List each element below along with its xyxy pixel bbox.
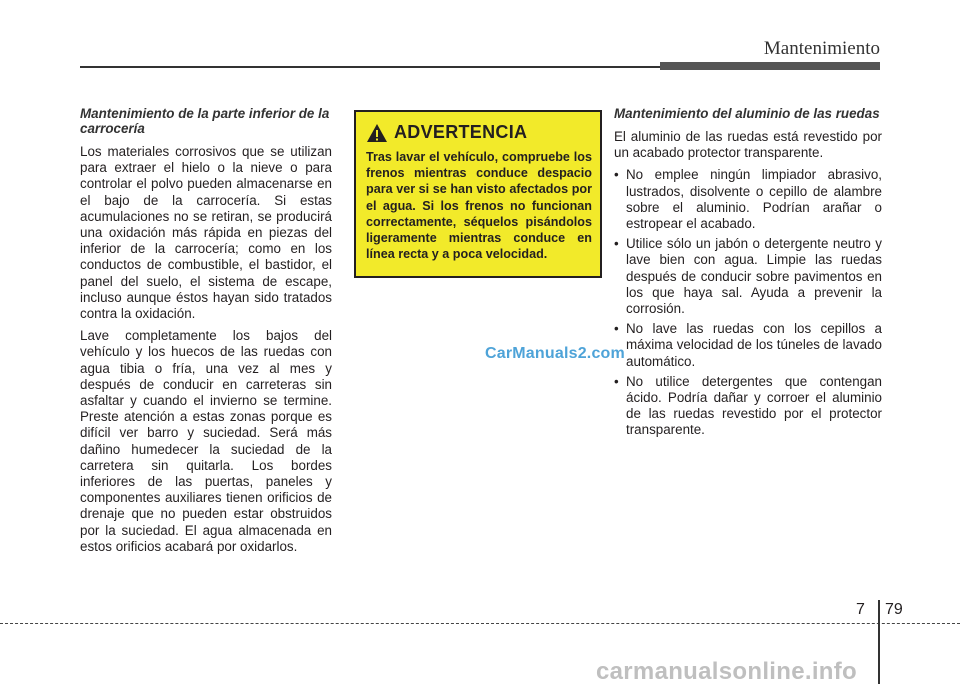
underbody-heading: Mantenimiento de la parte inferior de la carrocería xyxy=(80,106,330,136)
underbody-paragraph-1: Los materiales corrosivos que se utilizan para extraer el hielo o la nieve o para controlar el polvo pueden almacenarse en el bajo de la carrocería. Si estas acumulaciones no se retiran, se producirá una oxidación más rápida en piezas del inferior de la carrocería; como en los conductos de combustible, el bastidor, el panel del suelo, el sistema de escape, incluso aunque éstos hayan sido tratados contra la oxidación. xyxy=(80,144,332,322)
list-item-text: Utilice sólo un jabón o detergente neutro y lave bien con agua. Limpie las ruedas después de conducir sobre pavimentos en los que haya sal. Ayuda a prevenir la corrosión. xyxy=(626,236,882,317)
page-number: 79 xyxy=(885,601,903,618)
footer-divider xyxy=(878,600,880,684)
header-title: Mantenimiento xyxy=(763,38,880,59)
list-item xyxy=(614,167,882,232)
aluminum-wheels-heading: Mantenimiento del aluminio de las ruedas xyxy=(614,106,880,121)
bullet: • xyxy=(614,321,619,337)
list-item-text: No utilice detergentes que contengan ácido. Podría dañar y corroer el aluminio de las ruedas revestido por el protector transparente. xyxy=(626,373,882,438)
warning-title: ADVERTENCIA xyxy=(394,122,528,142)
footer-dashed-rule xyxy=(0,623,960,624)
left-column xyxy=(80,106,332,561)
watermark-carmanuals2: CarManuals2.com xyxy=(485,345,625,362)
warning-text: Tras lavar el vehículo, compruebe los frenos mientras conduce despacio para ver si se han visto afectados por el agua. Si los frenos no funcionan correctamente, séquelos pisándolos ligeramente mientras conduce en línea recta y a poca velocidad. xyxy=(366,150,592,262)
list-item xyxy=(614,236,882,317)
warning-header xyxy=(366,122,592,143)
underbody-paragraph-2: Lave completamente los bajos del vehículo y los huecos de las ruedas con agua tibia o fría, una vez al mes y después de conducir en carreteras sin asfaltar y cuando el invierno se termine. Preste atención a estas zonas porque es difícil ver barro y suciedad. Será más dañino humedecer la suciedad de la carretera sin quitarla. Los bordes inferiores de las puertas, paneles y componentes auxiliares tienen orificios de drenaje que no pueden estar obstruidos por la suciedad. El agua almacenada en estos orificios acabará por oxidarlos. xyxy=(80,328,332,554)
aluminum-wheels-list xyxy=(614,167,882,438)
warning-box xyxy=(354,110,602,278)
aluminum-wheels-intro: El aluminio de las ruedas está revestido por un acabado protector transparente. xyxy=(614,129,882,161)
list-item xyxy=(614,374,882,439)
right-column xyxy=(614,106,882,443)
bullet: • xyxy=(614,373,619,389)
header-rule xyxy=(80,66,660,68)
header-rule-accent xyxy=(660,62,880,70)
list-item-text: No lave las ruedas con los cepillos a máxima velocidad de los túneles de lavado automático. xyxy=(626,321,882,369)
bullet: • xyxy=(614,167,619,183)
list-item xyxy=(614,321,882,370)
chapter-number: 7 xyxy=(856,601,865,618)
warning-triangle-icon xyxy=(366,123,388,143)
watermark-carmanualsonline: carmanualsonline.info xyxy=(596,658,858,685)
bullet: • xyxy=(614,236,619,252)
list-item-text: No emplee ningún limpiador abrasivo, lustrados, disolvente o cepillo de alambre sobre el aluminio. Podrían arañar o estropear el acabado. xyxy=(626,167,882,232)
